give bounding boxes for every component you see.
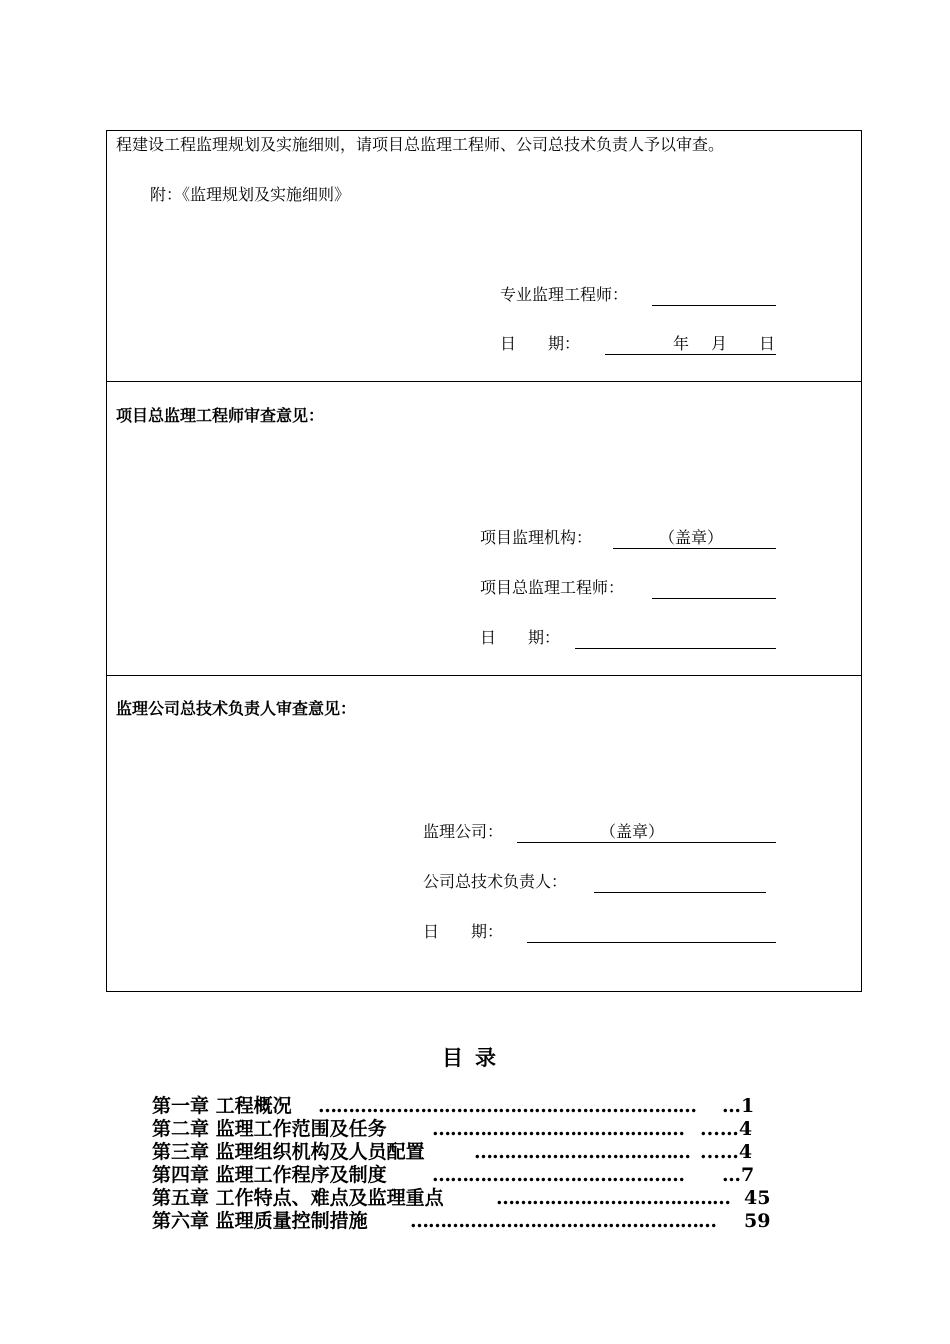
date-day: 日	[759, 334, 776, 353]
company-label: 监理公司：	[423, 822, 504, 841]
toc-page: …1	[722, 1095, 755, 1117]
toc-entry[interactable]	[152, 1141, 772, 1164]
toc-leader: ……………………………………………	[410, 1210, 716, 1232]
date-year: 年	[673, 334, 690, 353]
tech-label: 公司总技术负责人：	[423, 872, 568, 891]
stamp-text: （盖章）	[659, 528, 724, 547]
toc-entry[interactable]	[152, 1095, 772, 1118]
toc-entry[interactable]	[152, 1164, 772, 1187]
toc-label: 第五章 工作特点、难点及监理重点	[152, 1187, 444, 1209]
toc-leader: ………………………………	[474, 1141, 690, 1163]
toc-label: 第四章 监理工作程序及制度	[152, 1164, 387, 1186]
date-label: 日 期：	[423, 922, 504, 941]
chief-review-section	[107, 381, 861, 675]
date-month: 月	[711, 334, 728, 353]
attachment-text: 附：《监理规划及实施细则》	[150, 185, 351, 204]
stamp-text: （盖章）	[600, 822, 665, 841]
chief-signature-line[interactable]	[652, 578, 776, 599]
engineer-signature-line[interactable]	[652, 285, 776, 306]
company-stamp-field[interactable]	[517, 822, 776, 843]
toc-entry[interactable]	[152, 1118, 772, 1141]
tech-signature-line[interactable]	[594, 872, 766, 893]
toc-page: ...…4	[700, 1141, 753, 1163]
toc-leader: ……………………………………	[432, 1118, 684, 1140]
date-field[interactable]	[605, 334, 776, 355]
date-field[interactable]	[527, 922, 776, 943]
toc-leader: ……………………………………	[432, 1164, 684, 1186]
date-label: 日 期：	[480, 628, 561, 647]
date-field[interactable]	[575, 628, 776, 649]
toc-page: …7	[722, 1164, 755, 1186]
approval-form	[106, 130, 862, 992]
submission-section	[107, 131, 861, 381]
toc-title: 目录	[442, 1045, 508, 1070]
toc-label: 第二章 监理工作范围及任务	[152, 1118, 387, 1140]
toc-entry[interactable]	[152, 1187, 772, 1210]
toc-label: 第六章 监理质量控制措施	[152, 1210, 368, 1232]
toc-page: ...…4	[700, 1118, 753, 1140]
toc-leader: …………………………………	[496, 1187, 730, 1209]
toc-leader: ………………………………………………………	[318, 1095, 696, 1117]
toc-label: 第三章 监理组织机构及人员配置	[152, 1141, 425, 1163]
table-of-contents	[152, 1095, 772, 1233]
toc-label: 第一章 工程概况	[152, 1095, 292, 1117]
toc-page: 59	[744, 1210, 771, 1232]
engineer-label: 专业监理工程师：	[500, 285, 629, 304]
org-stamp-field[interactable]	[613, 528, 776, 549]
toc-entry[interactable]	[152, 1210, 772, 1233]
toc-page: 45	[744, 1187, 771, 1209]
chief-label: 项目总监理工程师：	[480, 578, 625, 597]
date-label: 日 期：	[500, 334, 581, 353]
tech-review-heading: 监理公司总技术负责人审查意见：	[116, 699, 357, 718]
tech-review-section	[107, 675, 861, 993]
chief-review-heading: 项目总监理工程师审查意见：	[116, 406, 325, 425]
submission-text: 程建设工程监理规划及实施细则，请项目总监理工程师、公司总技术负责人予以审查。	[116, 135, 725, 154]
org-label: 项目监理机构：	[480, 528, 593, 547]
